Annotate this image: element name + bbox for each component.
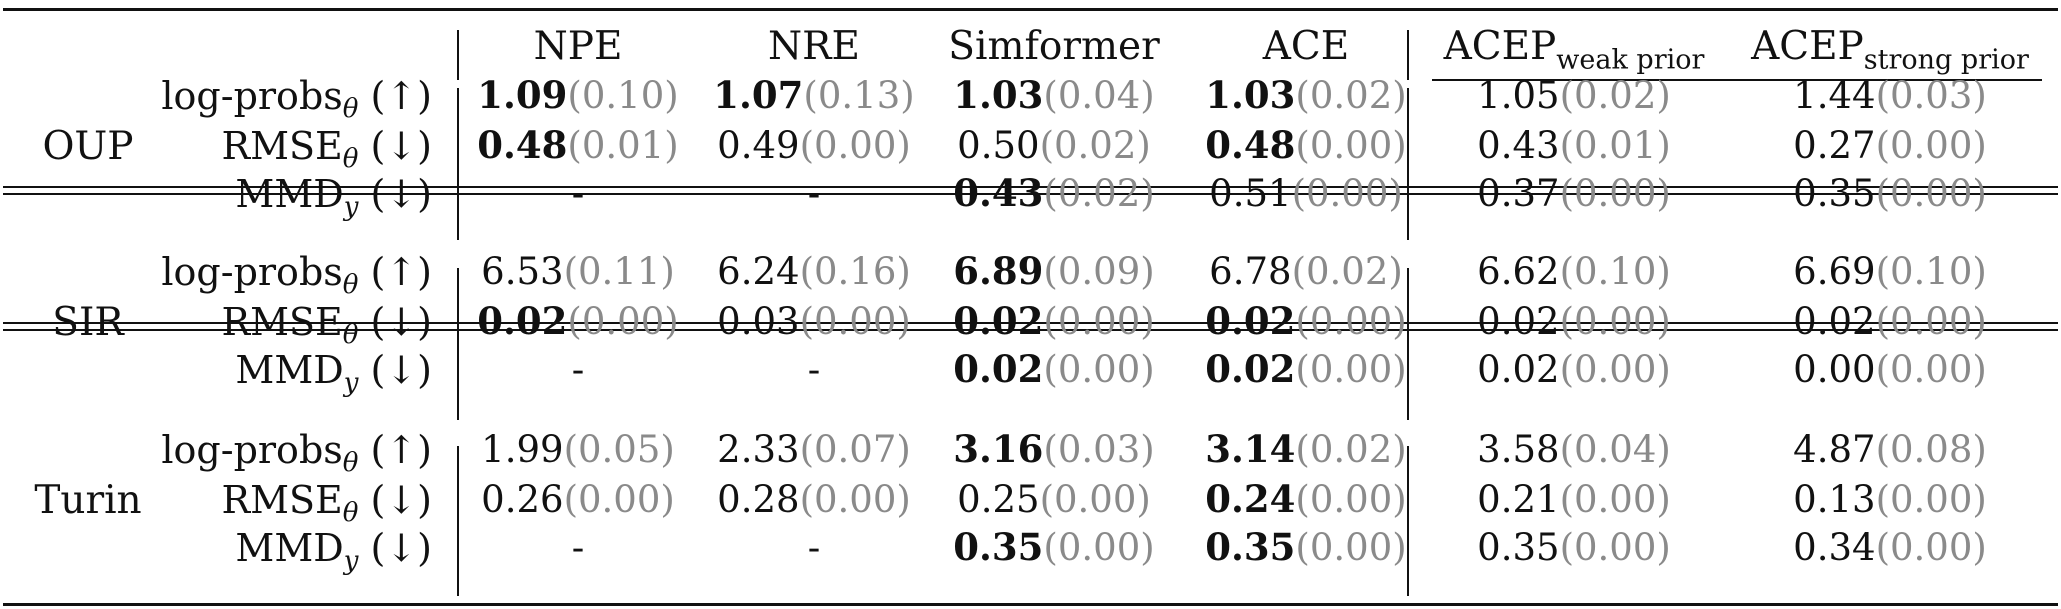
cell-std: (0.00) [799,124,911,167]
table-cell [1477,124,1671,167]
metric-subscript: θ [342,269,359,300]
cell-mean: 0.00 [1793,348,1876,391]
vertical-rule-left [457,30,459,80]
header-ace: ACE [1262,24,1350,69]
table-cell [1793,428,1987,471]
metric-arrow: (↑) [358,74,432,118]
cell-std: (0.10) [1559,250,1671,293]
cell-mean: 3.16 [953,427,1044,471]
metric-subscript: θ [342,93,359,124]
cell-mean: 0.43 [953,171,1044,215]
cell-std: (0.13) [803,74,915,117]
metric-base: MMD [235,172,344,216]
cell-std: (0.00) [1559,348,1671,391]
cell-mean: 0.02 [1793,300,1876,343]
table-cell [953,249,1155,293]
table-cell [477,123,679,167]
metric-base: log-probs [161,74,343,118]
table-cell [1209,250,1403,293]
table-cell [1205,525,1407,569]
table-cell [1477,478,1671,521]
vertical-rule-acep [1407,30,1409,80]
cell-std: (0.01) [567,124,679,167]
table-cell [1793,250,1987,293]
metric-subscript: y [343,545,359,576]
vertical-rule-acep [1407,88,1409,240]
cell-std: (0.00) [563,478,675,521]
table-cell [953,427,1155,471]
header-nre: NRE [768,24,860,69]
header-simformer: Simformer [948,24,1160,69]
cell-mean: 0.28 [717,478,800,521]
cell-std: (0.00) [1559,172,1671,215]
metric-arrow: (↓) [358,348,432,392]
metric-subscript: θ [342,447,359,478]
cell-std: (0.00) [1295,300,1407,343]
cell-mean: 0.34 [1793,526,1876,569]
cell-mean: - [807,526,821,569]
table-cell [1793,172,1987,215]
vertical-rule-acep [1407,268,1409,420]
top-rule [3,8,2058,11]
metric-label [221,300,432,350]
cell-mean: 0.02 [1205,347,1296,391]
cell-std: (0.11) [563,250,675,293]
table-cell [481,428,675,471]
cell-std: (0.02) [1043,172,1155,215]
cell-mean: 0.02 [1477,300,1560,343]
table-cell [571,348,585,391]
cell-mean: - [571,526,585,569]
cell-mean: 1.07 [713,73,804,117]
metric-base: log-probs [161,250,343,294]
cell-std: (0.00) [1875,172,1987,215]
cell-mean: 1.05 [1477,74,1560,117]
table-cell [1793,348,1987,391]
cell-std: (0.00) [1295,348,1407,391]
cell-std: (0.16) [799,250,911,293]
table-cell [1793,74,1987,117]
cell-mean: 6.53 [481,250,564,293]
cell-mean: 0.50 [957,124,1040,167]
table-cell [953,299,1155,343]
table-cell [953,347,1155,391]
cell-mean: 0.02 [953,347,1044,391]
cell-std: (0.02) [1291,250,1403,293]
metric-subscript: θ [342,319,359,350]
cell-mean: 0.25 [957,478,1040,521]
vertical-rule-left [457,88,459,240]
cell-mean: 6.69 [1793,250,1876,293]
cell-std: (0.04) [1043,74,1155,117]
table-cell [1793,478,1987,521]
cell-mean: 1.09 [477,73,568,117]
cell-std: (0.00) [799,300,911,343]
table-cell [571,172,585,215]
metric-arrow: (↓) [358,172,432,216]
cell-mean: 2.33 [717,428,800,471]
metric-base: log-probs [161,428,343,472]
cell-mean: 6.78 [1209,250,1292,293]
table-cell [1209,172,1403,215]
table-cell [1477,74,1671,117]
table-cell [807,348,821,391]
cell-std: (0.05) [563,428,675,471]
cell-mean: 1.44 [1793,74,1876,117]
metric-label [235,348,432,398]
cell-std: (0.00) [1295,478,1407,521]
table-cell [1205,347,1407,391]
table-cell [1477,250,1671,293]
cell-std: (0.00) [1043,526,1155,569]
cell-std: (0.00) [1295,124,1407,167]
table-cell [957,124,1151,167]
cell-std: (0.04) [1559,428,1671,471]
cell-std: (0.00) [1043,348,1155,391]
metric-base: MMD [235,526,344,570]
metric-arrow: (↑) [358,250,432,294]
metric-subscript: y [343,367,359,398]
cell-std: (0.00) [1291,172,1403,215]
table-cell [953,525,1155,569]
metric-arrow: (↓) [358,124,432,168]
cell-mean: 0.21 [1477,478,1560,521]
table-cell [1477,172,1671,215]
header-acep-strong-sub: strong prior [1863,44,2029,76]
cell-std: (0.00) [1039,478,1151,521]
table-cell [717,428,911,471]
cell-std: (0.00) [567,300,679,343]
cell-mean: - [807,172,821,215]
cell-mean: 0.37 [1477,172,1560,215]
cell-std: (0.02) [1295,428,1407,471]
metric-label [161,428,432,478]
cell-std: (0.02) [1559,74,1671,117]
table-cell [807,172,821,215]
cell-mean: 0.35 [1477,526,1560,569]
cell-std: (0.00) [1559,526,1671,569]
table-cell [717,300,911,343]
cell-std: (0.08) [1875,428,1987,471]
metric-base: RMSE [221,300,343,344]
cell-mean: 6.24 [717,250,800,293]
table-cell [477,73,679,117]
cell-mean: 1.03 [1205,73,1296,117]
header-acep-weak-base: ACEP [1443,24,1557,69]
table-cell [477,299,679,343]
cell-std: (0.07) [799,428,911,471]
table-cell [717,478,911,521]
cell-mean: 0.49 [717,124,800,167]
cell-mean: 0.27 [1793,124,1876,167]
cell-std: (0.00) [1875,348,1987,391]
vertical-rule-left [457,446,459,596]
metric-arrow: (↓) [358,300,432,344]
table-cell [1205,123,1407,167]
cell-mean: 0.02 [1205,299,1296,343]
metric-arrow: (↓) [358,478,432,522]
table-cell [481,478,675,521]
cell-mean: 1.99 [481,428,564,471]
metric-label [221,124,432,174]
bottom-rule [3,603,2058,606]
metric-label [161,250,432,300]
metric-arrow: (↓) [358,526,432,570]
cell-std: (0.00) [1043,300,1155,343]
cell-std: (0.03) [1043,428,1155,471]
table-cell [1793,526,1987,569]
metric-subscript: y [343,191,359,222]
cell-std: (0.03) [1875,74,1987,117]
cell-mean: 6.89 [953,249,1044,293]
cell-mean: 4.87 [1793,428,1876,471]
header-acep-weak [1443,24,1705,76]
cell-std: (0.00) [1875,124,1987,167]
table-cell [481,250,675,293]
cell-mean: 0.35 [953,525,1044,569]
cell-mean: 0.26 [481,478,564,521]
vertical-rule-left [457,268,459,420]
cell-mean: 0.48 [1205,123,1296,167]
cell-mean: 0.43 [1477,124,1560,167]
table-cell [953,171,1155,215]
table-cell [1477,300,1671,343]
cell-std: (0.00) [1559,300,1671,343]
cell-std: (0.09) [1043,250,1155,293]
cell-mean: 0.35 [1205,525,1296,569]
table-cell [1205,73,1407,117]
cell-std: (0.10) [1875,250,1987,293]
cell-std: (0.02) [1039,124,1151,167]
cell-mean: 1.03 [953,73,1044,117]
table-cell [1793,124,1987,167]
metric-base: RMSE [221,478,343,522]
table-cell [1477,348,1671,391]
metric-base: RMSE [221,124,343,168]
metric-label [221,478,432,528]
header-acep-strong [1751,24,2029,76]
header-npe: NPE [533,24,623,69]
dataset-label: OUP [42,124,134,169]
cell-mean: 3.58 [1477,428,1560,471]
table-cell [717,250,911,293]
table-cell [957,478,1151,521]
header-acep-weak-sub: weak prior [1556,44,1705,76]
cell-std: (0.10) [567,74,679,117]
metric-label [235,526,432,576]
cell-mean: 0.24 [1205,477,1296,521]
dataset-label: SIR [52,300,124,345]
metric-subscript: θ [342,497,359,528]
cell-std: (0.01) [1559,124,1671,167]
metric-label [235,172,432,222]
table-cell [1793,300,1987,343]
vertical-rule-acep [1407,446,1409,596]
cell-std: (0.00) [1875,478,1987,521]
cell-std: (0.00) [1559,478,1671,521]
table-cell [1205,477,1407,521]
dataset-label: Turin [34,478,142,523]
table-cell [1205,299,1407,343]
metric-subscript: θ [342,143,359,174]
cell-mean: - [571,348,585,391]
cell-mean: 0.48 [477,123,568,167]
cell-mean: 0.02 [953,299,1044,343]
cell-mean: 0.02 [477,299,568,343]
table-cell [807,526,821,569]
cell-mean: - [807,348,821,391]
metric-label [161,74,432,124]
cell-mean: - [571,172,585,215]
cell-mean: 3.14 [1205,427,1296,471]
table-cell [953,73,1155,117]
table-cell [713,73,915,117]
cell-mean: 0.13 [1793,478,1876,521]
cell-std: (0.00) [1875,526,1987,569]
cell-std: (0.00) [1875,300,1987,343]
cell-mean: 0.35 [1793,172,1876,215]
cell-mean: 0.03 [717,300,800,343]
cell-std: (0.00) [1295,526,1407,569]
header-acep-strong-base: ACEP [1751,24,1864,69]
table-cell [1477,526,1671,569]
cell-mean: 0.02 [1477,348,1560,391]
cell-std: (0.02) [1295,74,1407,117]
table-cell [571,526,585,569]
table-cell [1477,428,1671,471]
table-cell [717,124,911,167]
cell-mean: 6.62 [1477,250,1560,293]
cell-mean: 0.51 [1209,172,1292,215]
table-cell [1205,427,1407,471]
cell-std: (0.00) [799,478,911,521]
metric-base: MMD [235,348,344,392]
metric-arrow: (↑) [358,428,432,472]
